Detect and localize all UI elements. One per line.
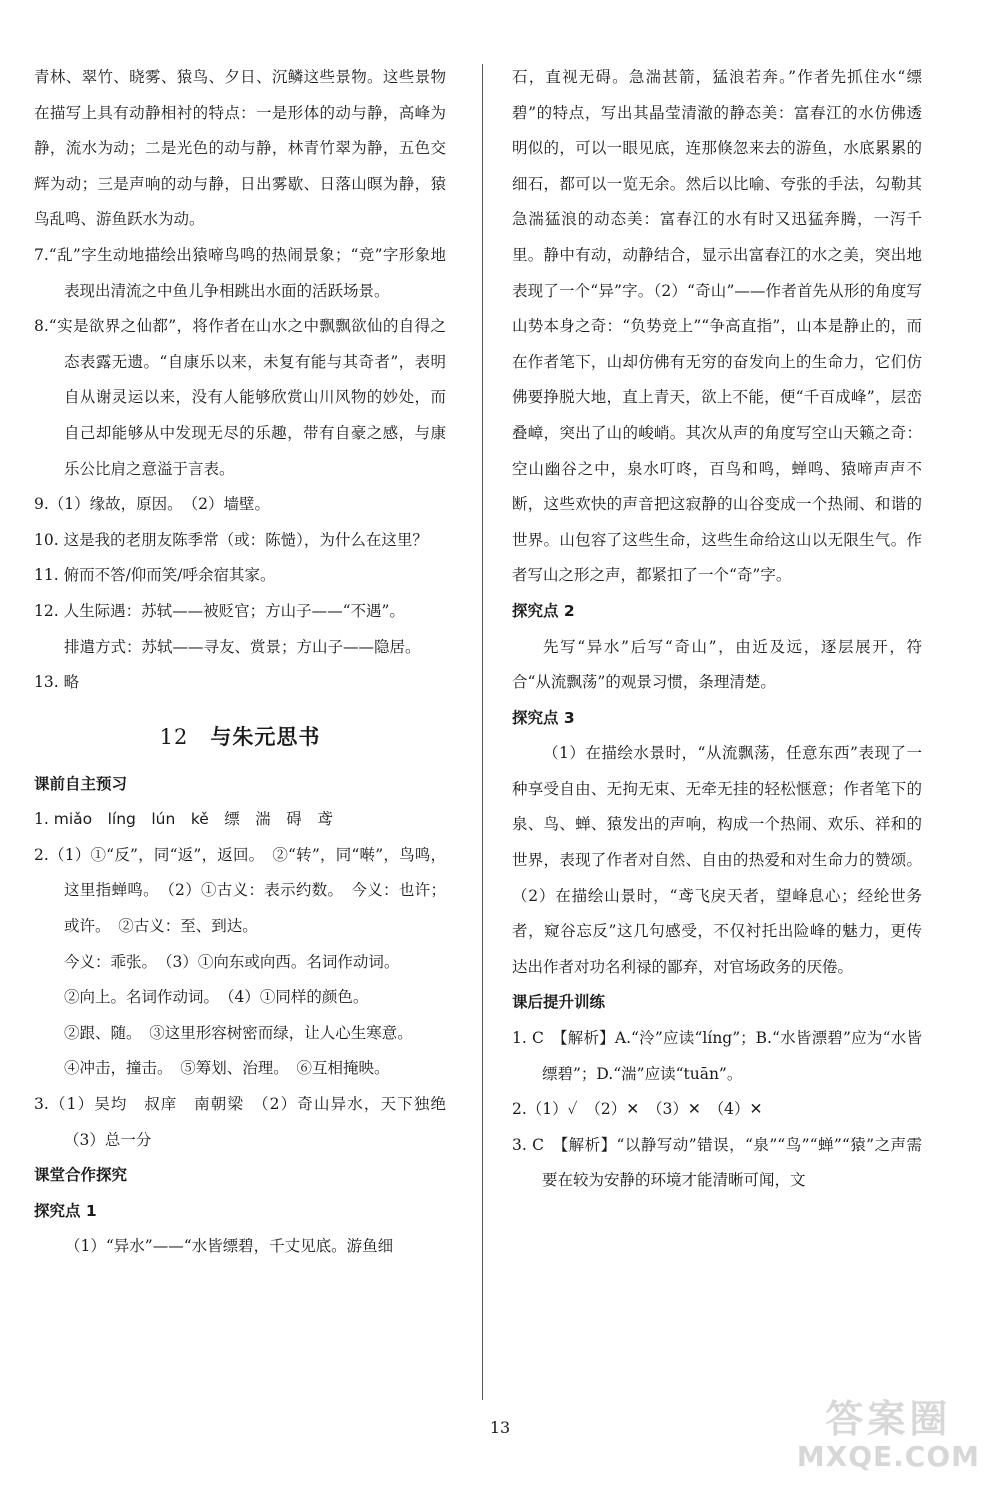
watermark-text: 答案圈 <box>825 1397 952 1441</box>
right-column <box>512 60 922 1199</box>
left-column <box>34 60 462 1265</box>
answer-12-relief: 排遣方式：苏轼——寻友、赏景；方山子——隐居。 <box>64 637 421 656</box>
inquiry-point-2-heading: 探究点 2 <box>512 601 575 620</box>
preview-answer-1-number: 1. <box>34 810 54 829</box>
after-answer-1: 1. C 【解析】A.“泠”应读“líng”；B.“水皆漂碧”应为“水皆缥碧”；D.“湍”应读“tuān”。 <box>512 1029 922 1083</box>
answer-11: 11. 俯而不答/仰而笑/呼余宿其家。 <box>34 566 276 585</box>
answer-9: 9.（1）缘故，原因。 （2）墙壁。 <box>34 495 271 514</box>
page-number: 13 <box>489 1418 511 1437</box>
lesson-title-text: 与朱元思书 <box>210 723 321 749</box>
preview-answer-2: 2.（1）①“反”，同“返”，返回。 ②“转”，同“啭”，鸟鸣，这里指蝉鸣。 （2）①古义：表示约数。 今义：也许；或许。 ②古义：至、到达。 <box>34 845 446 936</box>
lesson-number: 12 <box>159 724 189 749</box>
watermark-url: MXQE.COM <box>796 1440 980 1473</box>
inquiry-point-1-continued: 石，直视无碍。急湍甚箭，猛浪若奔。”作者先抓住水“缥碧”的特点，写出其晶莹清澈的静态美：富春江的水仿佛透明似的，可以一眼见底，连那倏忽来去的游鱼，水底累累的细石，都可以一览无余。然后以比喻、夸张的手法，勾勒其急湍猛浪的动态美：富春江的水有时又迅猛奔腾，一泻千里。静中有动，动静结合，显示出富春江的水之美，突出地表现了一个“异”字。（2）“奇山”——作者首先从形的角度写山势本身之奇：“负势竞上”“争高直指”，山本是静止的，而在作者笔下，山却仿佛有无穷的奋发向上的生命力，它们仿佛要挣脱大地，直上青天，欲上不能，便“千百成峰”，层峦叠嶂，突出了山的峻峭。其次从声的角度写空山天籁之奇：空山幽谷之中，泉水叮咚，百鸟和鸣，蝉鸣、猿啼声声不断，这些欢快的声音把这寂静的山谷变成一个热闹、和谐的世界。山包容了这些生命，这些生命给这山以无限生气。作者写山之形之声，都紧扣了一个“奇”字。 <box>512 68 922 585</box>
lesson-title <box>34 709 446 765</box>
inquiry-point-3-heading: 探究点 3 <box>512 708 575 727</box>
inquiry-point-3-text: （1）在描绘水景时，“从流飘荡，任意东西”表现了一种享受自由、无拘无束、无牵无挂的轻松惬意；作者笔下的泉、鸟、蝉、猿发出的声响，构成一个热闹、欢乐、祥和的世界，表现了作者对自然、自由的热爱和对生命力的赞颂。（2）在描绘山景时，“鸢飞戾天者，望峰息心；经纶世务者，窥谷忘反”这几句感受，不仅衬托出险峰的魅力，更传达出作者对功名利禄的鄙弃，对官场政务的厌倦。 <box>512 744 922 976</box>
inquiry-point-1-heading: 探究点 1 <box>34 1201 97 1220</box>
characters-row: 缥 湍 碍 鸢 <box>208 810 333 829</box>
section-after-class-heading: 课后提升训练 <box>512 993 606 1012</box>
preview-answer-1 <box>34 802 446 838</box>
preview-answer-3: 3.（1）吴均 叔庠 南朝梁 （2）奇山异水，天下独绝 （3）总一分 <box>34 1095 462 1149</box>
answer-12-situation: 12. 人生际遇：苏轼——被贬官；方山子——“不遇”。 <box>34 601 405 620</box>
after-answer-2: 2.（1）✓ （2）✕ （3）✕ （4）✕ <box>512 1100 763 1119</box>
inquiry-point-1-text: （1）“异水”——“水皆缥碧，千丈见底。游鱼细 <box>65 1237 394 1256</box>
preview-answer-2-line-d: ②跟、随。 ③这里形容树密而绿，让人心生寒意。 <box>64 1023 413 1042</box>
column-divider <box>482 64 483 1400</box>
preview-answer-2-line-e: ④冲击，撞击。 ⑤筹划、治理。 ⑥互相掩映。 <box>64 1059 390 1078</box>
preview-answer-2-line-b: 今义：乖张。 （3）①向东或向西。名词作动词。 <box>64 952 400 971</box>
pinyin-row: miǎo líng lún kě <box>53 810 209 829</box>
answer-6-continued: 青林、翠竹、晓雾、猿鸟、夕日、沉鳞这些景物。这些景物在描写上具有动静相衬的特点：一是形体的动与静，高峰为静，流水为动；二是光色的动与静，林青竹翠为静，五色交辉为动；三是声响的动与静，日出雾歇、日落山暝为静，猿鸟乱鸣、游鱼跃水为动。 <box>34 68 446 229</box>
after-answer-3: 3. C 【解析】“以静写动”错误，“泉”“鸟”“蝉”“猿”之声需要在较为安静的环境才能清晰可闻，文 <box>512 1135 922 1190</box>
watermark-logo <box>797 1397 980 1473</box>
answer-13: 13. 略 <box>34 673 80 692</box>
answer-8: 8.“实是欲界之仙都”，将作者在山水之中飘飘欲仙的自得之态表露无遗。“自康乐以来，未复有能与其奇者”，表明自从谢灵运以来，没有人能够欣赏山川风物的妙处，而自己却能够从中发现无尽的乐趣，带有自豪之感，与康乐公比肩之意溢于言表。 <box>34 317 446 478</box>
inquiry-point-2-text: 先写“异水”后写“奇山”，由近及远，逐层展开，符合“从流飘荡”的观景习惯，条理清楚。 <box>512 637 922 692</box>
preview-answer-2-line-c: ②向上。名词作动词。 （4）①同样的颜色。 <box>64 988 369 1007</box>
section-preview-heading: 课前自主预习 <box>34 774 128 793</box>
answer-7: 7.“乱”字生动地描绘出猿啼鸟鸣的热闹景象；“竞”字形象地表现出清流之中鱼儿争相跳出水面的活跃场景。 <box>34 245 446 300</box>
section-cooperation-heading: 课堂合作探究 <box>34 1166 128 1185</box>
answer-10: 10. 这是我的老朋友陈季常（或：陈慥），为什么在这里？ <box>34 530 428 549</box>
